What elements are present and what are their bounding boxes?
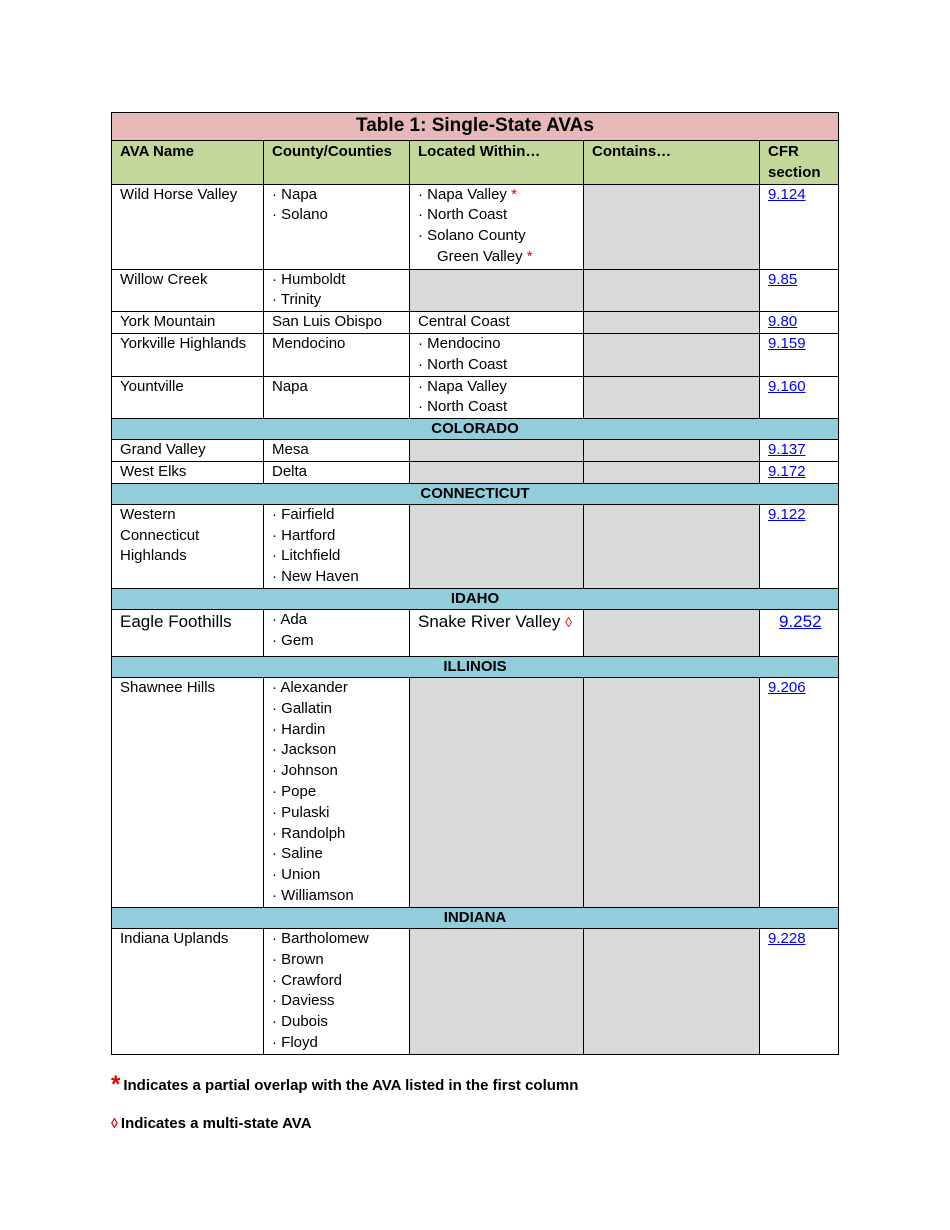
contains-cell: [584, 677, 760, 907]
header-cfr-section: CFR section: [760, 141, 839, 185]
table-row: [112, 312, 839, 334]
state-row-idaho: [112, 588, 839, 609]
located-within-cell: [410, 461, 584, 483]
table-row: [112, 269, 839, 312]
header-counties: County/Counties: [264, 141, 410, 185]
counties-cell: · Humboldt · Trinity: [264, 269, 410, 312]
located-within-cell: · Napa Valley * · North Coast · Solano County Green Valley *: [410, 184, 584, 269]
cfr-cell: [760, 376, 839, 419]
table-row: [112, 461, 839, 483]
cfr-cell: [760, 333, 839, 376]
header-row: [112, 141, 839, 185]
cfr-link[interactable]: 9.159: [768, 334, 806, 352]
state-heading: ILLINOIS: [112, 656, 839, 677]
cfr-link[interactable]: 9.137: [768, 441, 806, 459]
header-contains: Contains…: [584, 141, 760, 185]
state-row-connecticut: [112, 483, 839, 504]
cfr-link[interactable]: 9.85: [768, 270, 798, 288]
table-row: [112, 376, 839, 419]
located-within-cell: Central Coast: [410, 312, 584, 334]
cfr-link[interactable]: 9.172: [768, 462, 806, 480]
state-row-illinois: [112, 656, 839, 677]
counties-cell: · Napa · Solano: [264, 184, 410, 269]
located-within-cell: [410, 677, 584, 907]
diamond-icon: ◊: [111, 1115, 118, 1131]
table-row: [112, 504, 839, 588]
counties-cell: · Bartholomew · Brown · Crawford · Daviess · Dubois · Floyd: [264, 928, 410, 1054]
located-within-cell: [410, 440, 584, 462]
counties-cell: · Fairfield · Hartford · Litchfield · New Haven: [264, 504, 410, 588]
header-ava-name: AVA Name: [112, 141, 264, 185]
state-heading: COLORADO: [112, 419, 839, 440]
ava-name-cell: West Elks: [112, 461, 264, 483]
contains-cell: [584, 609, 760, 656]
cfr-link[interactable]: 9.160: [768, 377, 806, 395]
legend-partial-overlap-text: Indicates a partial overlap with the AVA listed in the first column: [123, 1077, 579, 1094]
cfr-link[interactable]: 9.228: [768, 929, 806, 947]
contains-cell: [584, 440, 760, 462]
counties-cell: · Ada · Gem: [264, 609, 410, 656]
table-row: [112, 609, 839, 656]
contains-cell: [584, 333, 760, 376]
counties-cell: Mesa: [264, 440, 410, 462]
contains-cell: [584, 928, 760, 1054]
state-heading: IDAHO: [112, 588, 839, 609]
table-row: [112, 928, 839, 1054]
legend-multi-state-text: Indicates a multi-state AVA: [120, 1115, 312, 1132]
multi-state-marker: ◊: [565, 613, 573, 630]
counties-cell: · Alexander · Gallatin · Hardin · Jackson · Johnson · Pope · Pulaski · Randolph · Saline · Union · Williamson: [264, 677, 410, 907]
counties-cell: Mendocino: [264, 333, 410, 376]
ava-name-cell: Willow Creek: [112, 269, 264, 312]
counties-cell: Napa: [264, 376, 410, 419]
legend-partial-overlap: [111, 1071, 578, 1099]
table-title: Table 1: Single-State AVAs: [112, 113, 839, 141]
table-row: [112, 184, 839, 269]
cfr-cell: [760, 677, 839, 907]
state-heading: INDIANA: [112, 907, 839, 928]
cfr-cell: [760, 461, 839, 483]
contains-cell: [584, 376, 760, 419]
located-within-cell: · Mendocino · North Coast: [410, 333, 584, 376]
state-heading: CONNECTICUT: [112, 483, 839, 504]
ava-name-cell: Eagle Foothills: [112, 609, 264, 656]
located-within-cell: · Napa Valley · North Coast: [410, 376, 584, 419]
cfr-cell: [760, 312, 839, 334]
cfr-cell: [760, 928, 839, 1054]
ava-name-cell: Yountville: [112, 376, 264, 419]
cfr-cell: [760, 184, 839, 269]
ava-name-cell: Yorkville Highlands: [112, 333, 264, 376]
ava-name-cell: Western Connecticut Highlands: [112, 504, 264, 588]
ava-name-cell: Shawnee Hills: [112, 677, 264, 907]
contains-cell: [584, 312, 760, 334]
asterisk-icon: *: [111, 1071, 121, 1098]
cfr-link[interactable]: 9.122: [768, 505, 806, 523]
counties-cell: San Luis Obispo: [264, 312, 410, 334]
cfr-cell: [760, 440, 839, 462]
partial-overlap-marker: *: [511, 185, 517, 203]
contains-cell: [584, 504, 760, 588]
header-located-within: Located Within…: [410, 141, 584, 185]
ava-name-cell: Indiana Uplands: [112, 928, 264, 1054]
state-row-indiana: [112, 907, 839, 928]
ava-name-cell: Wild Horse Valley: [112, 184, 264, 269]
ava-name-cell: York Mountain: [112, 312, 264, 334]
cfr-link[interactable]: 9.80: [768, 313, 798, 331]
counties-cell: Delta: [264, 461, 410, 483]
ava-name-cell: Grand Valley: [112, 440, 264, 462]
table-row: [112, 440, 839, 462]
cfr-link[interactable]: 9.206: [768, 678, 806, 696]
contains-cell: [584, 184, 760, 269]
cfr-cell: [760, 269, 839, 312]
located-within-cell: [410, 928, 584, 1054]
table-row: [112, 677, 839, 907]
legend-multi-state: [111, 1115, 312, 1132]
cfr-cell: [760, 504, 839, 588]
partial-overlap-marker: *: [526, 247, 533, 265]
state-row-colorado: [112, 419, 839, 440]
contains-cell: [584, 461, 760, 483]
table-row: [112, 333, 839, 376]
located-within-cell: [410, 504, 584, 588]
contains-cell: [584, 269, 760, 312]
located-within-cell: [410, 269, 584, 312]
single-state-ava-table: [111, 112, 839, 1055]
cfr-cell: [760, 609, 839, 656]
located-within-cell: Snake River Valley ◊: [410, 609, 584, 656]
cfr-link[interactable]: 9.252: [779, 611, 822, 631]
cfr-link[interactable]: 9.124: [768, 185, 806, 203]
